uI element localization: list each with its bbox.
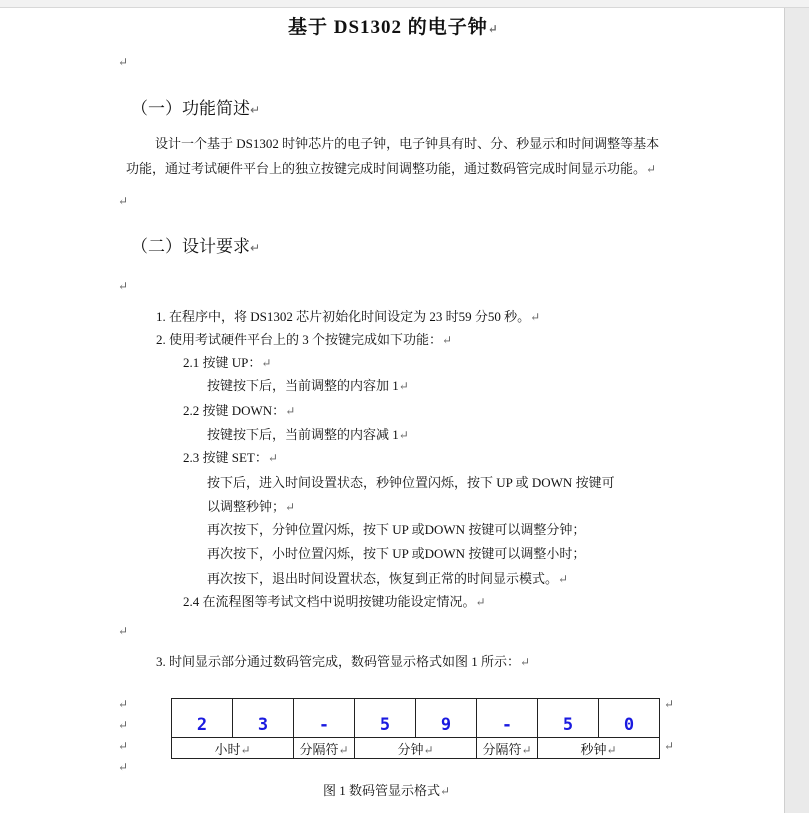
label-minutes: 分钟↵ [355, 738, 477, 759]
paragraph-mark: ↵ [118, 55, 129, 69]
sub-item-2-3-line1: 按下后，进入时间设置状态，秒钟位置闪烁，按下 UP 或 DOWN 按键可 [207, 475, 615, 490]
section-heading-function: （一）功能简述↵ [131, 99, 261, 119]
row-end-mark: ↵ [664, 697, 675, 711]
sub-item-2-2-desc: 按键按下后，当前调整的内容减 1↵ [207, 427, 409, 442]
paragraph-mark: ↵ [118, 697, 129, 711]
row-end-mark: ↵ [664, 739, 675, 753]
paragraph-mark: ↵ [118, 624, 129, 638]
label-row [172, 738, 660, 759]
section-heading-requirements: （二）设计要求↵ [131, 237, 261, 257]
paragraph-mark: ↵ [118, 718, 129, 732]
label-seconds: 秒钟↵ [538, 738, 660, 759]
digit-cell: 2 [172, 699, 233, 738]
digit-cell: 0 [599, 699, 660, 738]
sub-item-2-3-line2: 以调整秒钟；↵ [207, 499, 296, 514]
sub-item-2-1-desc: 按键按下后，当前调整的内容加 1↵ [207, 378, 409, 393]
label-separator: 分隔符↵ [294, 738, 355, 759]
function-paragraph-line1: 设计一个基于 DS1302 时钟芯片的电子钟，电子钟具有时、分、秒显示和时间调整等基本 [155, 136, 660, 151]
sub-item-2-3-line3: 再次按下，分钟位置闪烁，按下 UP 或DOWN 按键可以调整分钟； [207, 522, 586, 537]
digit-cell: 5 [355, 699, 416, 738]
top-ruler-strip [0, 0, 809, 8]
paragraph-mark: ↵ [118, 194, 129, 208]
paragraph-mark: ↵ [118, 279, 129, 293]
sub-item-2-4: 2.4 在流程图等考试文档中说明按键功能设定情况。↵ [183, 594, 486, 609]
requirement-item-1: 1. 在程序中，将 DS1302 芯片初始化时间设定为 23 时59 分50 秒。↵ [156, 309, 541, 324]
paragraph-mark: ↵ [118, 760, 129, 774]
digit-display-format-table [171, 698, 660, 759]
figure-caption: 图 1 数码管显示格式↵ [323, 783, 451, 798]
digit-cell: - [294, 699, 355, 738]
requirement-item-2: 2. 使用考试硬件平台上的 3 个按键完成如下功能：↵ [156, 332, 453, 347]
label-hours: 小时↵ [172, 738, 294, 759]
digit-cell: 9 [416, 699, 477, 738]
digit-row [172, 699, 660, 738]
vertical-scrollbar[interactable] [784, 8, 809, 813]
sub-item-2-3-line5: 再次按下，退出时间设置状态，恢复到正常的时间显示模式。↵ [207, 571, 569, 586]
sub-item-2-3-line4: 再次按下，小时位置闪烁，按下 UP 或DOWN 按键可以调整小时； [207, 546, 586, 561]
digit-cell: 5 [538, 699, 599, 738]
function-paragraph-line2: 功能，通过考试硬件平台上的独立按键完成时间调整功能，通过数码管完成时间显示功能。↵ [126, 161, 657, 176]
paragraph-mark: ↵ [118, 739, 129, 753]
document-page [0, 8, 783, 813]
sub-item-2-3-title: 2.3 按键 SET：↵ [183, 450, 278, 465]
digit-cell: - [477, 699, 538, 738]
sub-item-2-1-title: 2.1 按键 UP：↵ [183, 355, 272, 370]
label-separator: 分隔符↵ [477, 738, 538, 759]
requirement-item-3: 3. 时间显示部分通过数码管完成，数码管显示格式如图 1 所示：↵ [156, 654, 531, 669]
digit-cell: 3 [233, 699, 294, 738]
sub-item-2-2-title: 2.2 按键 DOWN：↵ [183, 403, 296, 418]
document-title: 基于 DS1302 的电子钟↵ [288, 17, 499, 38]
